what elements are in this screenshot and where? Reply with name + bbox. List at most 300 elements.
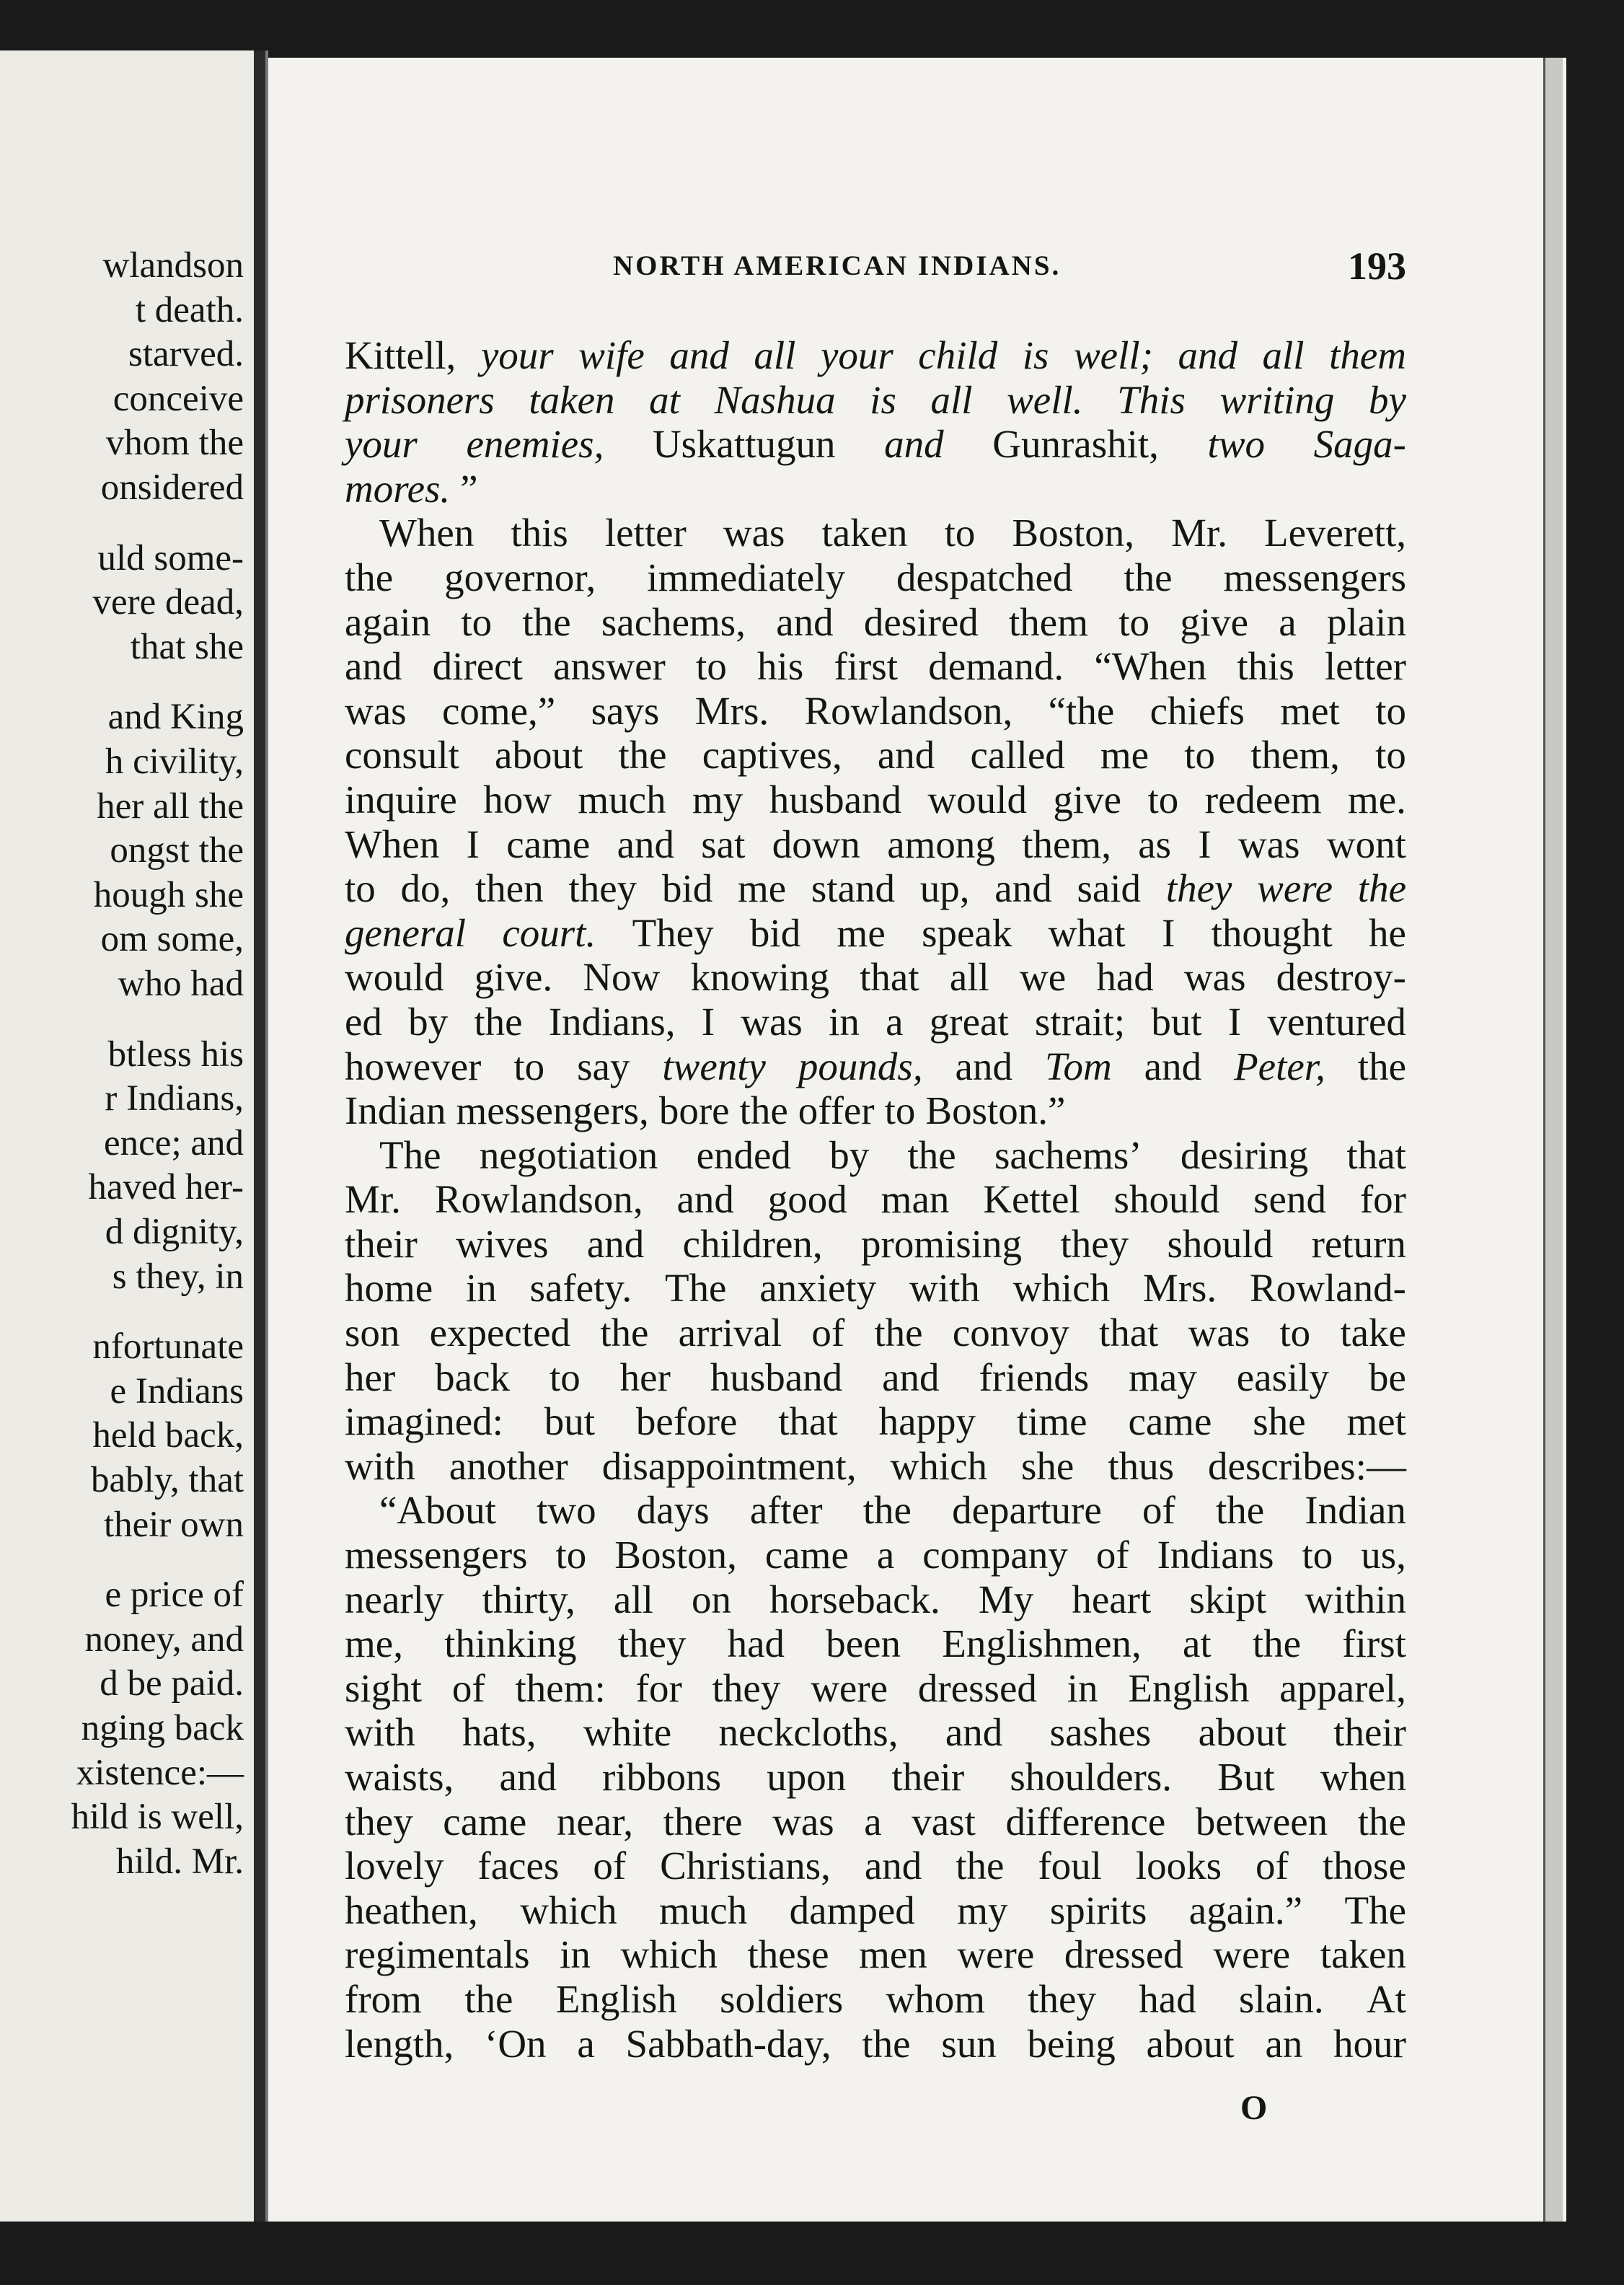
word: the xyxy=(907,1132,956,1177)
word: in xyxy=(466,1266,497,1311)
word: to xyxy=(461,599,493,644)
word: came xyxy=(506,822,591,866)
word: among xyxy=(887,822,995,866)
word: all xyxy=(930,377,973,422)
text-line xyxy=(345,1488,1406,1533)
word: time xyxy=(1016,1399,1087,1444)
word: the xyxy=(1357,866,1406,911)
word: direct xyxy=(432,644,523,689)
word: was xyxy=(741,999,803,1044)
word: I xyxy=(466,822,480,866)
word: At xyxy=(1366,1976,1406,2021)
word: foul xyxy=(1038,1844,1102,1888)
word: met xyxy=(1346,1399,1406,1444)
left-page-fragment: their own xyxy=(103,1504,244,1545)
word: disappointment, xyxy=(601,1443,857,1488)
word: your xyxy=(820,333,893,377)
word: mores. xyxy=(345,466,451,511)
text-line xyxy=(345,2022,1406,2066)
word: the xyxy=(1252,1621,1302,1666)
word: thus xyxy=(1108,1443,1175,1488)
text-line xyxy=(345,467,1406,511)
word: ” xyxy=(460,466,478,511)
word: them xyxy=(1329,333,1406,377)
word: the xyxy=(874,1311,923,1355)
word: length, xyxy=(345,2021,454,2066)
word: a xyxy=(577,2021,595,2066)
word: promising xyxy=(861,1221,1023,1266)
word: arrival xyxy=(678,1311,782,1355)
text-line xyxy=(345,1133,1406,1178)
text-line xyxy=(345,1977,1406,2022)
word: children, xyxy=(682,1221,823,1266)
word: about xyxy=(495,733,583,778)
word: to xyxy=(1302,1533,1333,1577)
word: me xyxy=(1100,733,1149,778)
word: the xyxy=(1357,1799,1406,1844)
word: this xyxy=(511,511,568,555)
word: how xyxy=(483,777,552,822)
word: messengers xyxy=(345,1533,528,1577)
word: the xyxy=(600,1311,649,1355)
word: The xyxy=(379,1132,441,1177)
left-page-fragment: hild is well, xyxy=(71,1797,244,1838)
word: Boston, xyxy=(1012,511,1135,555)
word: inquire xyxy=(345,777,457,822)
word: letter xyxy=(1325,644,1406,689)
word: say xyxy=(577,1044,630,1088)
word: us, xyxy=(1361,1533,1406,1577)
word: Englishmen, xyxy=(942,1621,1142,1666)
word: “When xyxy=(1094,644,1207,689)
word: Leverett, xyxy=(1264,511,1406,555)
word: When xyxy=(345,822,440,866)
word: waists, xyxy=(345,1755,454,1799)
word: in xyxy=(1067,1665,1098,1710)
word: thirty, xyxy=(482,1577,575,1621)
word: My xyxy=(978,1577,1034,1621)
left-page-fragment: and King xyxy=(107,697,244,738)
left-page-fragment: wlandson xyxy=(102,245,244,286)
word: came xyxy=(764,1533,849,1577)
word: I xyxy=(1198,822,1212,866)
word: them xyxy=(1009,599,1088,644)
running-title: NORTH AMERICAN INDIANS. xyxy=(613,250,1062,281)
word: despatched xyxy=(896,555,1073,599)
word: immediately xyxy=(647,555,846,599)
left-page-fragment: xistence:— xyxy=(76,1752,244,1793)
word: come,” xyxy=(441,688,556,733)
word: came xyxy=(443,1799,527,1844)
word: Mr. xyxy=(345,1177,401,1222)
text-line xyxy=(345,1932,1406,1977)
word: there xyxy=(663,1799,743,1844)
body-text xyxy=(345,333,1406,2066)
word: they xyxy=(1028,1976,1096,2021)
word: speak xyxy=(922,910,1012,955)
word: and xyxy=(864,1844,922,1888)
word: a xyxy=(1279,599,1297,644)
text-line xyxy=(345,1311,1406,1355)
word: and xyxy=(676,1177,734,1222)
word: sashes xyxy=(1049,1710,1152,1755)
left-page-fragment: nging back xyxy=(81,1708,244,1748)
word: within xyxy=(1305,1577,1406,1621)
word: which xyxy=(520,1888,617,1932)
word: would xyxy=(927,777,1027,822)
text-line xyxy=(345,1800,1406,1844)
word: Mrs. xyxy=(694,688,769,733)
word: called xyxy=(970,733,1065,778)
word: and xyxy=(345,644,402,689)
word: give xyxy=(1180,599,1249,644)
word: is xyxy=(1022,333,1049,377)
word: messengers, xyxy=(456,1088,649,1133)
text-line xyxy=(345,733,1406,778)
word: your xyxy=(345,422,418,467)
word: company xyxy=(922,1533,1068,1577)
word: was xyxy=(723,511,785,555)
word: spirits xyxy=(1049,1888,1147,1932)
word: me, xyxy=(345,1621,403,1666)
word: Uskattugun xyxy=(652,422,836,467)
left-page-fragment: nfortunate xyxy=(92,1326,244,1368)
word: I xyxy=(1161,910,1175,955)
word: again.” xyxy=(1188,1888,1303,1932)
word: that xyxy=(1346,1132,1406,1177)
word: skipt xyxy=(1189,1577,1267,1621)
word: well. xyxy=(1007,377,1083,422)
word: I xyxy=(701,999,715,1044)
word: Indian xyxy=(345,1088,446,1133)
word: be xyxy=(1369,1355,1406,1399)
text-line xyxy=(345,1755,1406,1800)
word: was xyxy=(1188,1311,1250,1355)
word: to xyxy=(555,1533,587,1577)
text-line xyxy=(345,644,1406,689)
word: came xyxy=(1128,1399,1212,1444)
word: another xyxy=(449,1443,568,1488)
text-line xyxy=(345,1222,1406,1267)
word: as xyxy=(1138,822,1172,866)
word: the xyxy=(522,599,571,644)
word: to xyxy=(1375,688,1406,733)
left-page-fragment: h civility, xyxy=(105,741,244,782)
left-page-fragment: hild. Mr. xyxy=(115,1841,244,1882)
left-page-fragment: t death. xyxy=(135,289,244,330)
left-page-fragment: btless his xyxy=(107,1034,244,1075)
word: Tom xyxy=(1044,1044,1112,1088)
word: your xyxy=(480,333,554,377)
word: upon xyxy=(767,1755,847,1799)
word: slain. xyxy=(1239,1976,1324,2021)
text-line xyxy=(345,822,1406,867)
word: governor, xyxy=(444,555,596,599)
word: send xyxy=(1253,1177,1326,1222)
word: and xyxy=(945,1710,1003,1755)
word: first xyxy=(1342,1621,1406,1666)
text-line xyxy=(345,422,1406,467)
word: expected xyxy=(429,1311,571,1355)
word: horseback. xyxy=(769,1577,940,1621)
word: a xyxy=(864,1799,882,1844)
text-line xyxy=(345,1888,1406,1933)
word: but xyxy=(1151,999,1202,1044)
left-page-fragment: that she xyxy=(130,626,244,667)
word: with xyxy=(345,1710,415,1755)
word: of xyxy=(1142,1488,1175,1533)
word: at xyxy=(1182,1621,1212,1666)
word: regimentals xyxy=(345,1932,530,1977)
facing-page-left xyxy=(0,50,254,2222)
word: home xyxy=(345,1266,433,1311)
text-line xyxy=(345,778,1406,822)
word: them, xyxy=(1022,822,1111,866)
word: would xyxy=(345,955,444,1000)
word: describes:— xyxy=(1208,1443,1406,1488)
word: between xyxy=(1195,1799,1328,1844)
word: the xyxy=(739,1088,788,1133)
word: says xyxy=(591,688,660,733)
word: days xyxy=(636,1488,710,1533)
text-line xyxy=(345,1044,1406,1089)
word: me xyxy=(837,910,886,955)
word: pounds, xyxy=(798,1044,923,1088)
word: lovely xyxy=(345,1844,444,1888)
word: me. xyxy=(1347,777,1406,822)
word: was xyxy=(772,1799,834,1844)
word: to xyxy=(696,644,727,689)
word: before xyxy=(635,1399,738,1444)
word: sachems’ xyxy=(994,1132,1142,1177)
word: by xyxy=(1369,377,1406,422)
word: was xyxy=(1183,955,1246,1000)
word: Christians, xyxy=(660,1844,831,1888)
word: But xyxy=(1217,1755,1275,1799)
word: Rowlandson, xyxy=(804,688,1013,733)
word: enemies, xyxy=(466,422,604,467)
left-page-fragment: ongst the xyxy=(110,830,244,871)
left-page-fragment: d dignity, xyxy=(105,1212,244,1252)
word: the xyxy=(862,1488,912,1533)
word: they xyxy=(1060,1221,1129,1266)
word: whom xyxy=(886,1976,985,2021)
word: to xyxy=(1279,1311,1311,1355)
word: The xyxy=(664,1266,727,1311)
word: well; xyxy=(1073,333,1153,377)
word: in xyxy=(560,1932,591,1977)
word: dressed xyxy=(1064,1932,1183,1977)
word: we xyxy=(1020,955,1067,1000)
left-page-fragment: held back, xyxy=(92,1415,244,1456)
text-line xyxy=(345,333,1406,378)
text-line xyxy=(345,555,1406,600)
word: much xyxy=(659,1888,748,1932)
left-page-fragment: haved her- xyxy=(88,1167,244,1208)
word: me xyxy=(737,866,787,911)
word: men xyxy=(859,1932,927,1977)
word: desiring xyxy=(1180,1132,1309,1177)
word: again xyxy=(345,599,431,644)
word: their xyxy=(891,1755,965,1799)
word: do, xyxy=(400,866,451,911)
word: with xyxy=(909,1266,980,1311)
word: the xyxy=(956,1844,1005,1888)
word: had xyxy=(727,1621,785,1666)
word: ed xyxy=(345,999,382,1044)
word: being xyxy=(1027,2021,1116,2066)
word: her xyxy=(619,1355,671,1399)
word: answer xyxy=(553,644,666,689)
word: when xyxy=(1320,1755,1406,1799)
word: the xyxy=(1216,1488,1265,1533)
word: to xyxy=(884,1088,916,1133)
word: all xyxy=(754,333,796,377)
word: was xyxy=(345,688,407,733)
word: negotiation xyxy=(479,1132,658,1177)
word: chiefs xyxy=(1149,688,1245,733)
word: about xyxy=(1198,1710,1287,1755)
word: but xyxy=(544,1399,596,1444)
word: white xyxy=(583,1710,672,1755)
left-page-fragment: bably, that xyxy=(91,1460,244,1500)
word: destroy- xyxy=(1276,955,1406,1000)
word: by xyxy=(408,999,449,1044)
text-line xyxy=(345,1444,1406,1489)
word: and xyxy=(776,599,834,644)
word: may xyxy=(1129,1355,1197,1399)
word: English xyxy=(555,1976,677,2021)
word: that xyxy=(860,955,919,1000)
word: to xyxy=(1184,733,1216,778)
word: Rowland- xyxy=(1249,1266,1406,1311)
word: these xyxy=(747,1932,829,1977)
word: to xyxy=(549,1355,581,1399)
word: hats, xyxy=(462,1710,537,1755)
word: “the xyxy=(1048,688,1115,733)
word: two xyxy=(537,1488,596,1533)
left-page-fragment: s they, in xyxy=(112,1256,244,1297)
word: met xyxy=(1280,688,1340,733)
word: Mr. xyxy=(1171,511,1227,555)
word: her xyxy=(345,1355,396,1399)
word: apparel, xyxy=(1279,1665,1406,1710)
text-line xyxy=(345,1666,1406,1711)
word: redeem xyxy=(1204,777,1322,822)
word: good xyxy=(767,1177,847,1222)
word: and xyxy=(669,333,729,377)
word: hour xyxy=(1333,2021,1406,2066)
word: give xyxy=(1053,777,1122,822)
text-line xyxy=(345,955,1406,1000)
word: wont xyxy=(1326,822,1406,866)
left-page-fragment: vere dead, xyxy=(92,582,244,623)
word: a xyxy=(876,1533,895,1577)
word: and xyxy=(955,1044,1012,1088)
text-line xyxy=(345,378,1406,423)
word: should xyxy=(1167,1221,1274,1266)
word: prisoners xyxy=(345,377,495,422)
text-line xyxy=(345,866,1406,911)
word: damped xyxy=(789,1888,915,1932)
word: Kittell, xyxy=(345,333,456,377)
left-page-fragment: vhom the xyxy=(105,423,244,464)
word: give. xyxy=(474,955,553,1000)
word: bid xyxy=(749,910,801,955)
word: said xyxy=(1077,866,1142,911)
text-line xyxy=(345,511,1406,555)
word: ended xyxy=(696,1132,791,1177)
word: Kettel xyxy=(983,1177,1080,1222)
left-page-fragment: om some, xyxy=(100,919,244,960)
word: Rowlandson, xyxy=(434,1177,643,1222)
word: they xyxy=(712,1665,781,1710)
left-page-fragment: e Indians xyxy=(110,1370,244,1412)
word: desired xyxy=(863,599,979,644)
word: the xyxy=(1124,555,1173,599)
word: they xyxy=(1165,866,1232,911)
word: all xyxy=(1262,333,1305,377)
word: imagined: xyxy=(345,1399,503,1444)
word: the xyxy=(474,999,523,1044)
word: I xyxy=(1227,999,1242,1044)
word: knowing xyxy=(690,955,829,1000)
word: Gunrashit, xyxy=(992,422,1159,467)
word: safety. xyxy=(529,1266,632,1311)
word: looks xyxy=(1135,1844,1222,1888)
word: neckcloths, xyxy=(718,1710,899,1755)
word: from xyxy=(345,1976,422,2021)
word: Boston.” xyxy=(925,1088,1066,1133)
word: English xyxy=(1128,1665,1250,1710)
text-line xyxy=(345,1621,1406,1666)
left-page-fragment: noney, and xyxy=(84,1619,244,1660)
word: child xyxy=(918,333,998,377)
word: heart xyxy=(1072,1577,1152,1621)
word: to xyxy=(944,511,976,555)
word: to xyxy=(1118,599,1150,644)
word: Boston, xyxy=(614,1533,737,1577)
word: twenty xyxy=(662,1044,766,1088)
word: which xyxy=(620,1932,718,1977)
word: and xyxy=(884,422,944,467)
word: their xyxy=(1333,1710,1406,1755)
word: and xyxy=(586,1221,645,1266)
word: strait; xyxy=(1034,999,1126,1044)
word: and xyxy=(882,1355,940,1399)
word: easily xyxy=(1236,1355,1330,1399)
word: them, xyxy=(1250,733,1340,778)
text-line xyxy=(345,1000,1406,1044)
word: ventured xyxy=(1267,999,1406,1044)
word: for xyxy=(635,1665,682,1710)
word: with xyxy=(345,1443,415,1488)
word: those xyxy=(1322,1844,1406,1888)
word: demand. xyxy=(928,644,1064,689)
word: and xyxy=(499,1755,557,1799)
word: that xyxy=(1098,1311,1159,1355)
word: their xyxy=(345,1221,418,1266)
word: an xyxy=(1265,2021,1303,2066)
text-line xyxy=(345,1844,1406,1888)
word: sun xyxy=(941,2021,997,2066)
left-page-fragment: onsidered xyxy=(100,467,244,508)
left-page-fragment: conceive xyxy=(112,378,244,419)
text-line xyxy=(345,1533,1406,1577)
left-page-fragment: her all the xyxy=(97,785,244,827)
word: is xyxy=(870,377,896,422)
word: of xyxy=(1255,1844,1289,1888)
